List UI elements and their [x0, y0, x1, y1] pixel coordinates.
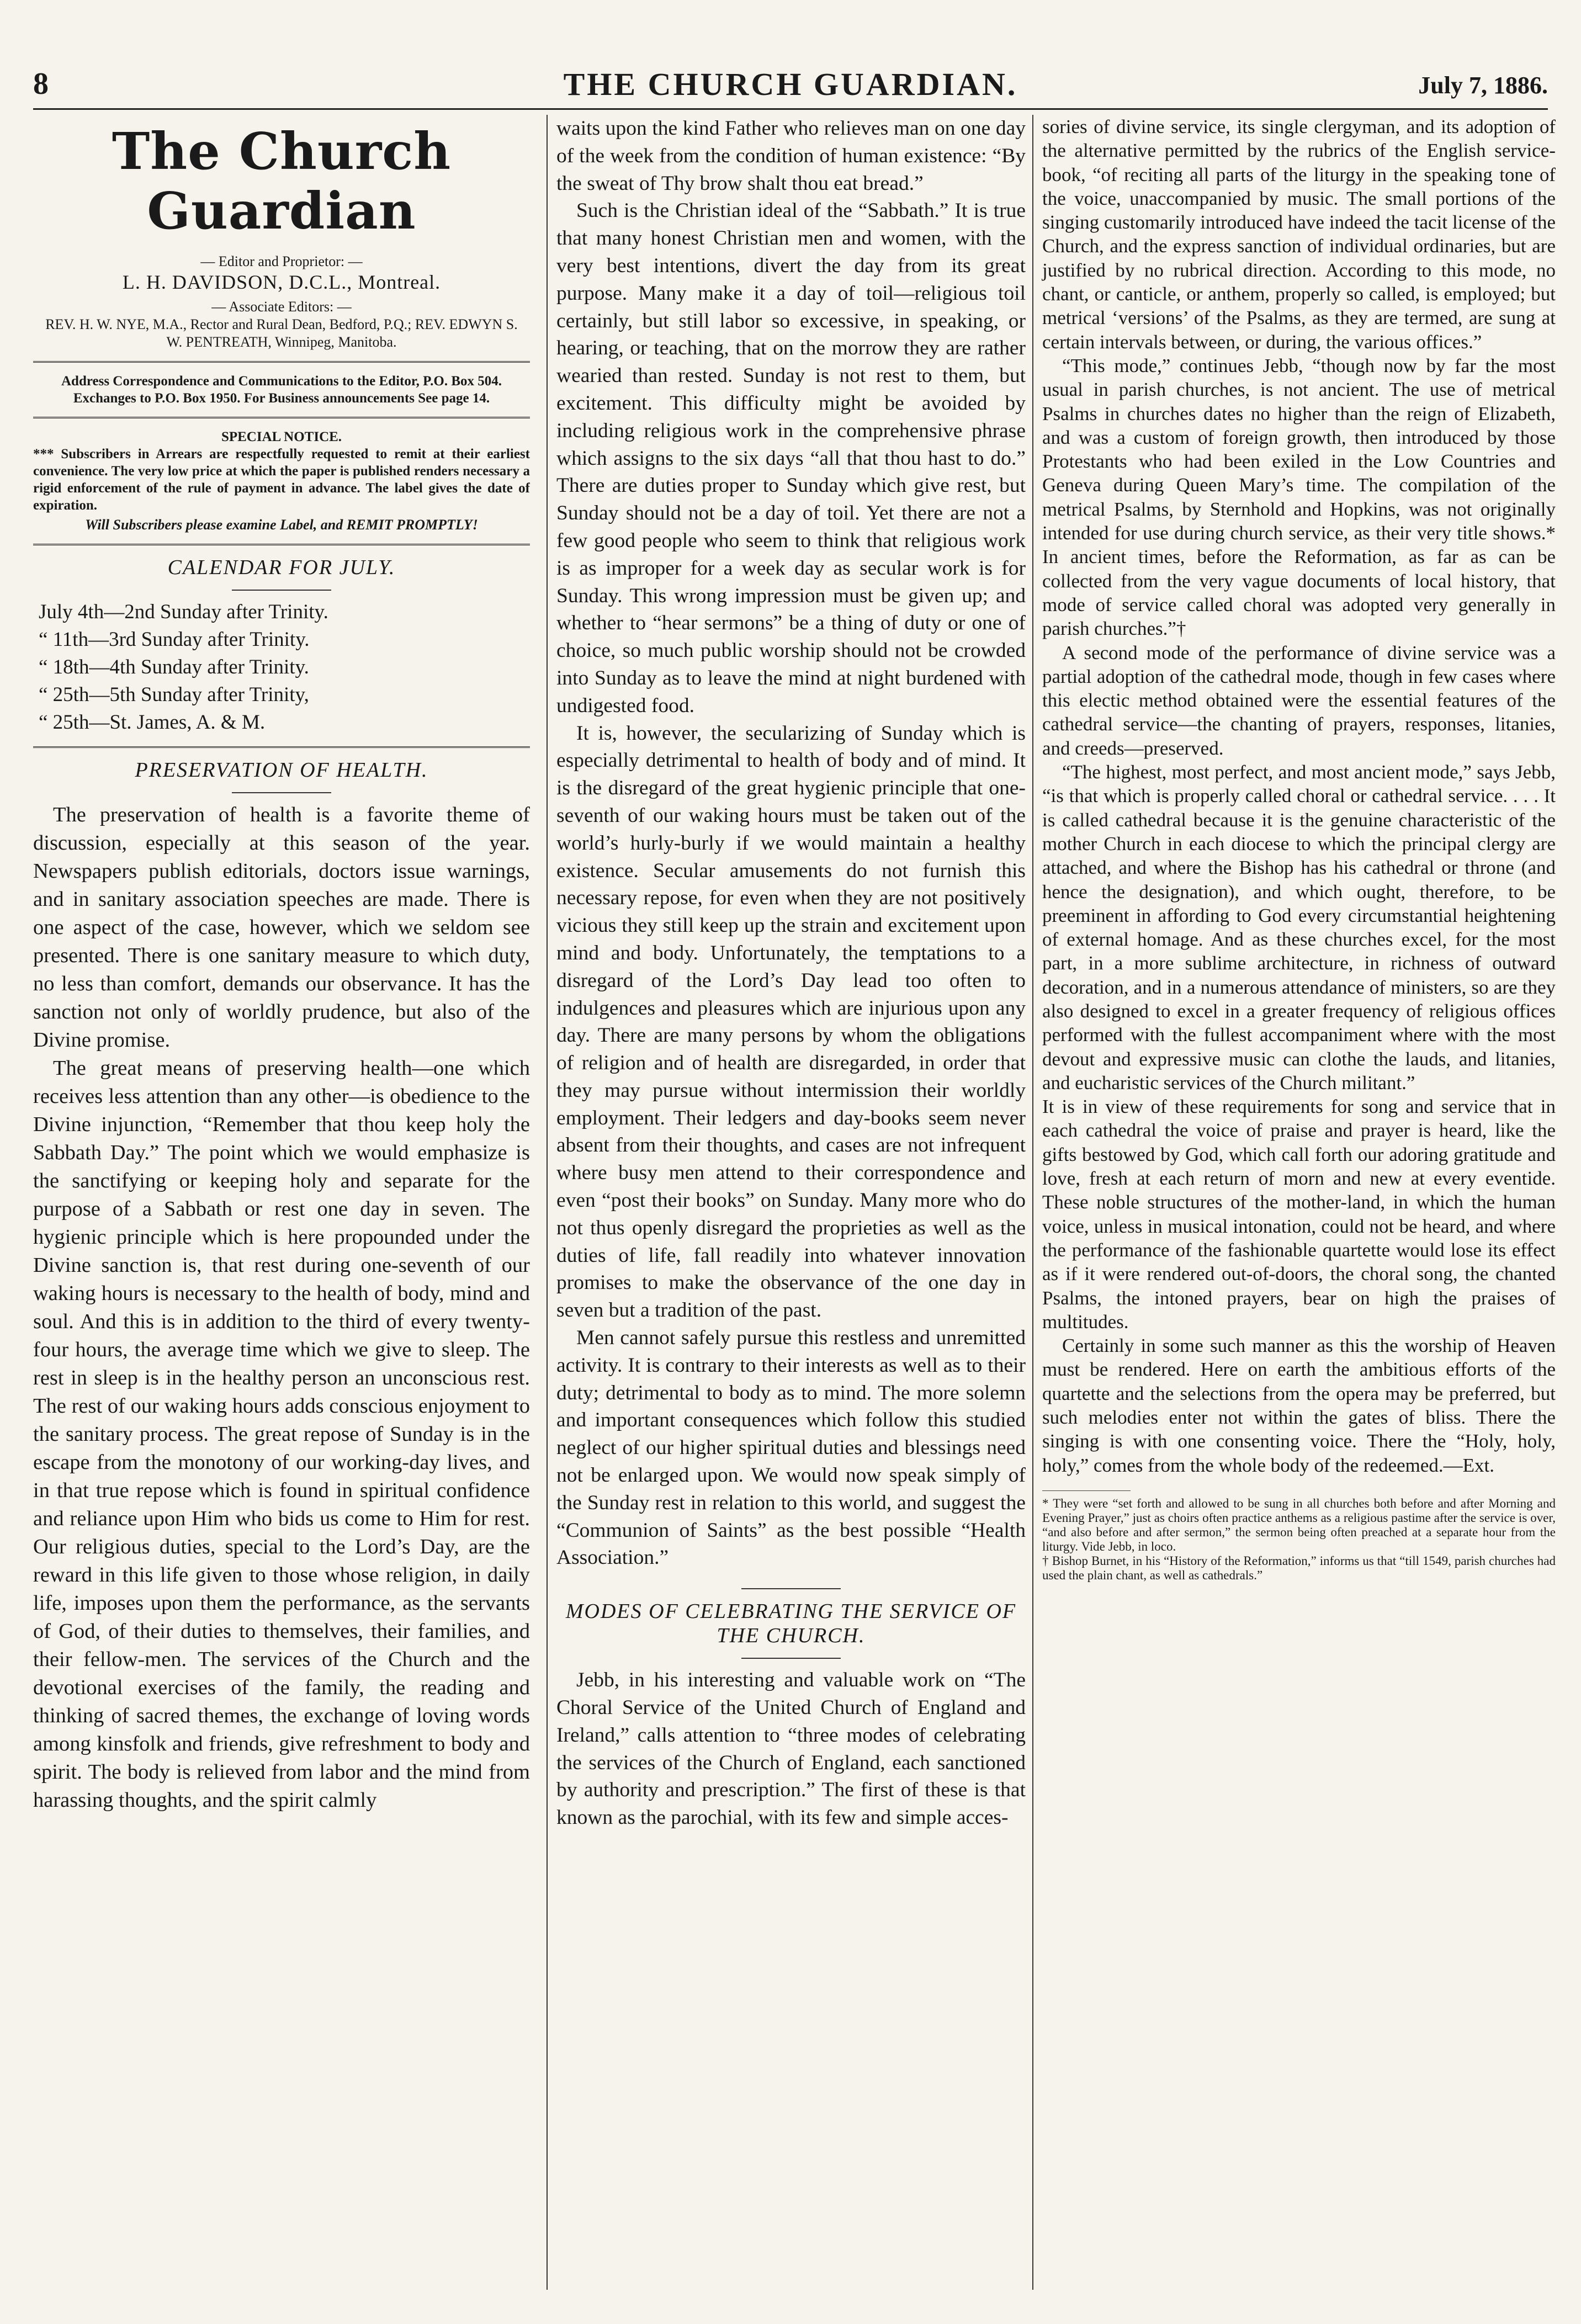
- calendar-title: CALENDAR FOR JULY.: [167, 556, 396, 579]
- calendar-entry: July 4th—2nd Sunday after Trinity.: [39, 601, 328, 623]
- issue-date: July 7, 1886.: [1418, 72, 1548, 99]
- column-3: [1032, 115, 1556, 2290]
- article-paragraph: sories of divine service, its single clergyman, and its adoption of the alternative permitted by the rubrics of the English service-book, “of reciting all parts of the liturgy in the speaking tone of the voice, unaccompanied by music. The small portions of the singing customarily introduced have indeed the tacit license of the Church, and the express sanction of individual ordinaries, but are justified by no rubrical direction. According to this mode, no chant, or canticle, or anthem, properly so called, is employed; but metrical ‘versions’ of the Psalms, as they are termed, are sung at certain intervals between, or during, the various offices.”: [1042, 116, 1556, 353]
- article-paragraph: It is in view of these requirements for song and service that in each cathedral the voice of praise and prayer is heard, like the gifts bestowed by God, which call forth our adoring gratitude and love, fresh at each return of morn and new at every eventide. These noble structures of the mother-land, in which the human voice, unless in musical intonation, could not be heard, and where the performance of the fashionable quartette would lose its effect as if it were rendered out-of-doors, the choral song, the chanted Psalms, the intoned prayers, bear on high the praises of multitudes.: [1042, 1096, 1556, 1333]
- calendar-list: [33, 598, 530, 736]
- footnote: † Bishop Burnet, in his “History of the Reformation,” informs us that “till 1549, parish churches had used the plain chant, as well as cathedrals.”: [1042, 1553, 1556, 1582]
- masthead-title: The Church Guardian: [112, 121, 452, 241]
- page-number: 8: [33, 67, 49, 101]
- article-paragraph: Jebb, in his interesting and valuable work on “The Choral Service of the United Church of England and Ireland,” calls attention to “three modes of celebrating the services of the Church of England, each sanctioned by authority and prescription.” The first of these is that known as the parochial, with its few and simple acces-: [556, 1669, 1026, 1829]
- footnote-divider: [1042, 1490, 1131, 1491]
- editor-label: — Editor and Proprietor: —: [200, 253, 363, 269]
- column-2: [547, 115, 1026, 2290]
- article-title-modes: MODES OF CELEBRATING THE SERVICE OF THE CHURCH.: [565, 1600, 1017, 1648]
- column-1: [33, 115, 530, 2290]
- article-paragraph: waits upon the kind Father who relieves man on one day of the week from the condition of human existence: “By the sweat of Thy brow shalt thou eat bread.”: [556, 117, 1026, 195]
- article-paragraph: A second mode of the performance of divine service was a partial adoption of the cathedral mode, though in few cases where this electic method obtained were the essential features of the cathedral service—the chanting of prayers, responses, litanies, and creeds—preserved.: [1042, 641, 1556, 759]
- divider: [33, 544, 530, 545]
- article-paragraph: “This mode,” continues Jebb, “though now by far the most usual in parish churches, is not ancient. The use of metrical Psalms in churches dates no higher than the reign of Elizabeth, and was a custom of foreign growth, then introduced by those Protestants who had been exiled in the Low Countries and Geneva during Queen Mary’s time. The compilation of the metrical Psalms, by Sternhold and Hopkins, was not originally intended for use during church service, as their very title shows.* In ancient times, before the Reformation, as far as can be collected from the very vague documents of local history, that mode of service called choral was adopted very generally in parish churches.”†: [1042, 354, 1556, 640]
- article-paragraph: Men cannot safely pursue this restless and unremitted activity. It is contrary to their interests as well as to their duty; detrimental to body as to mind. The more solemn and important consequences which follow this studied neglect of our higher spiritual duties and blessings need not be enlarged upon. We would now speak simply of the Sunday rest in relation to this world, and suggest the “Communion of Saints” as the best possible “Health Association.”: [556, 1327, 1026, 1569]
- remit-request: Will Subscribers please examine Label, and REMIT PROMPTLY!: [85, 517, 478, 533]
- article-paragraph: The preservation of health is a favorite theme of discussion, especially at this season of the year. Newspapers publish editorials, doctors issue warnings, and in sanitary association speeches are made. There is one aspect of the case, however, which we seldom see presented. There is one sanitary measure to which duty, no less than comfort, demands our observance. It has the sanction not only of worldly prudence, but also of the Divine promise.: [33, 803, 530, 1052]
- special-notice-text: *** Subscribers in Arrears are respectfully requested to remit at their earliest convenience. The very low price at which the paper is published renders necessary a rigid enforcement of the rule of payment in advance. The label gives the date of expiration.: [33, 447, 530, 513]
- newspaper-title: THE CHURCH GUARDIAN.: [563, 66, 1018, 102]
- calendar-entry: “ 11th—3rd Sunday after Trinity.: [39, 628, 310, 651]
- special-notice-title: SPECIAL NOTICE.: [221, 429, 342, 444]
- divider: [741, 1658, 841, 1659]
- editor-name: L. H. DAVIDSON, D.C.L., Montreal.: [122, 271, 441, 293]
- article-paragraph: “The highest, most perfect, and most ancient mode,” says Jebb, “is that which is properly called choral or cathedral service. . . . It is called cathedral because it is the genuine characteristic of the mother Church in each diocese to which the principal clergy are attached, and where the Bishop has his cathedral or throne (and hence the designation), and which ought, therefore, to be preeminent in affording to God every circumstantial heightening of external homage. And as these churches excel, for the most part, in a more sublime architecture, in richness of outward decoration, and in a numerous attendance of ministers, so are they also designed to excel in a greater frequency of religious offices performed with the fullest accompaniment where with the most devout and expressive music can clothe the lauds, and litanies, and eucharistic services of the Church militant.”: [1042, 761, 1556, 1094]
- article-paragraph: Certainly in some such manner as this the worship of Heaven must be rendered. Here on earth the ambitious efforts of the quartette and the selections from the opera may be preferred, but such melodies enter not within the gates of bliss. There the singing is with one consenting voice. There the “Holy, holy, holy,” comes from the whole body of the redeemed.—Ext.: [1042, 1335, 1556, 1476]
- divider: [33, 361, 530, 363]
- address-notice: Address Correspondence and Communications to the Editor, P.O. Box 504. Exchanges to P.O. Box 1950. For Business announcements See page 14.: [61, 374, 502, 406]
- article-paragraph: The great means of preserving health—one which receives less attention than any other—is obedience to the Divine injunction, “Remember that thou keep holy the Sabbath Day.” The point which we would emphasize is the sanctifying or keeping holy and separate for the purpose of a Sabbath or rest one day in seven. The hygienic principle which is here propounded under the Divine sanction is, that rest during one-seventh of our waking hours is necessary to the health of body, mind and soul. And this is in addition to the third of every twenty-four hours, the average time which we give to sleep. The rest in sleep is in the healthy person an unconscious rest. The rest of our waking hours adds conscious enjoyment to the sanitary process. The great repose of Sunday is in the escape from the monotony of our working-day lives, and in that true repose which is found in spiritual confidence and reliance upon Him who bids us come to Him for rest. Our religious duties, special to the Lord’s Day, are the reward in this life given to those whose religion, in daily life, imposes upon them the performance, as the servants of God, of their duties to themselves, their families, and their fellow-men. The services of the Church and the devotional exercises of the family, the reading and thinking of sacred themes, the exchange of loving words among kinsfolk and friends, give refreshment to body and spirit. The body is relieved from labor and the mind from harassing thoughts, and the spirit calmly: [33, 1057, 530, 1812]
- associate-label: — Associate Editors: —: [211, 299, 352, 315]
- page-header: [33, 55, 1548, 110]
- divider: [741, 1588, 841, 1589]
- article-title-preservation: PRESERVATION OF HEALTH.: [135, 758, 428, 782]
- footnote: * They were “set forth and allowed to be sung in all churches both before and after Morning and Evening Prayer,” just as choirs often practice anthems as a religious pastime after the service is over, “and also before and after sermon,” the sermon being often preached at a separate hour from the liturgy. Vide Jebb, in loco.: [1042, 1496, 1556, 1553]
- divider: [232, 590, 331, 591]
- article-paragraph: It is, however, the secularizing of Sunday which is especially detrimental to health of body and of mind. It is the disregard of the great hygienic principle that one-seventh of our waking hours must be taken out of the world’s hurly-burly if we would maintain a healthy existence. Secular amusements do not furnish this necessary repose, for even when they are not positively vicious they still keep up the strain and excitement upon mind and body. Unfortunately, the temptations to a disregard of the Lord’s Day lead too often to indulgences and pleasures which are injurious upon any day. There are many persons by whom the obligations of religion and of health are disregarded, in order that they may pursue without intermission their worldly employment. Their ledgers and day-books seem never absent from their thoughts, and cases are not infrequent where busy men attend to their correspondence and even “post their books” on Sunday. Many more who do not thus openly disregard the proprieties as well as the duties of life, fall readily into whatever innovation promises to make the observance of the one day in seven but a tradition of the past.: [556, 721, 1026, 1322]
- calendar-entry: “ 25th—St. James, A. & M.: [39, 711, 266, 734]
- calendar-entry: “ 18th—4th Sunday after Trinity.: [39, 656, 309, 678]
- divider: [33, 417, 530, 418]
- associate-editors: REV. H. W. NYE, M.A., Rector and Rural Dean, Bedford, P.Q.; REV. EDWYN S. W. PENTREATH, Winnipeg, Manitoba.: [45, 316, 518, 350]
- divider: [232, 792, 331, 793]
- article-paragraph: Such is the Christian ideal of the “Sabbath.” It is true that many honest Christian men and women, with the very best intentions, divert the day from its great purpose. Many make it a day of toil—religious toil certainly, but still labor so excessive, in speaking, or hearing, or teaching, that on the morrow they are rather wearied than rested. Sunday is not rest to them, but excitement. This difficulty might be avoided by including religious work in the comprehensive phrase which assigns to the six days “all that thou hast to do.” There are duties proper to Sunday which give rest, but Sunday should not be a day of toil. Yet there are not a few good people who seem to think that religious work is as improper for a week day as secular work is for Sunday. This wrong impression must be given up; and whether to “hear sermons” be a thing of duty or one of choice, so much public worship should not be crowded into Sunday as to leave the mind at night burdened with undigested food.: [556, 199, 1026, 717]
- divider: [33, 746, 530, 748]
- calendar-entry: “ 25th—5th Sunday after Trinity,: [39, 683, 309, 706]
